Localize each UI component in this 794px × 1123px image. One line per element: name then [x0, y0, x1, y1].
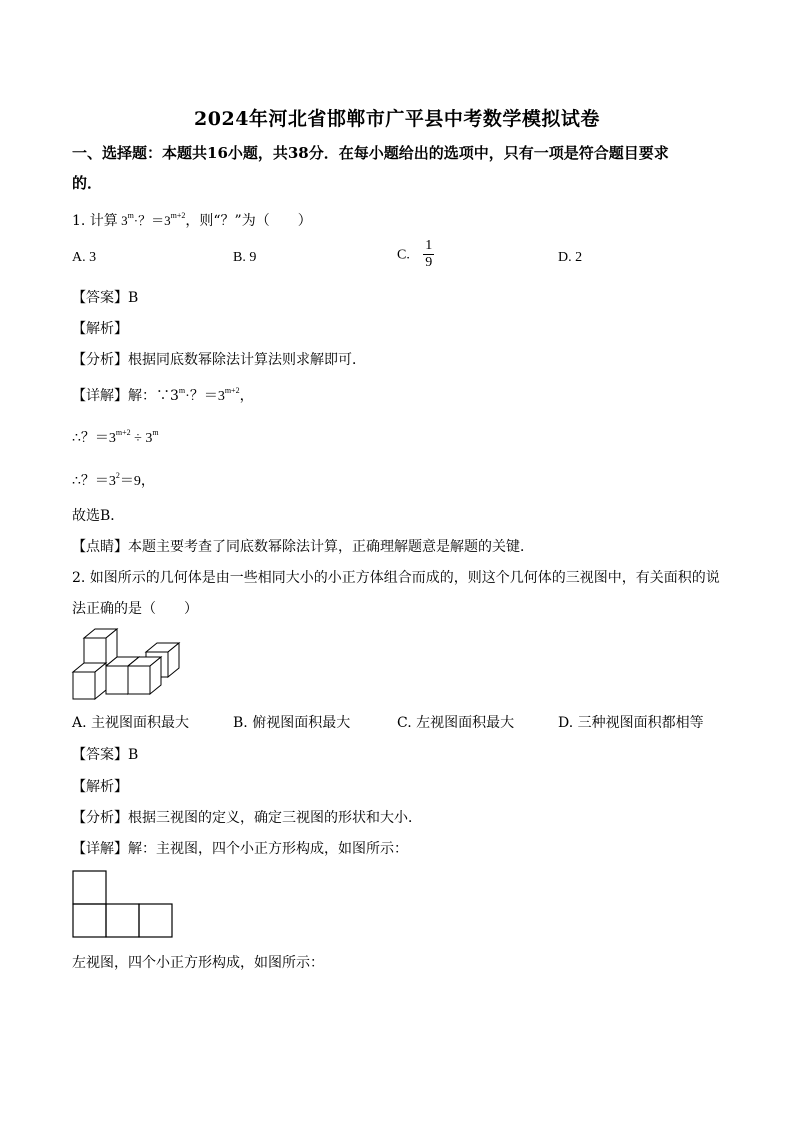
q2-answer: 【答案】B [72, 747, 139, 763]
q2-option-a: A. 主视图面积最大 [72, 715, 190, 731]
q1-option-c-label: C. [397, 247, 410, 263]
q1-fenxi: 【分析】根据同底数幂除法计算法则求解即可． [72, 352, 366, 368]
q2-option-b: B. 俯视图面积最大 [233, 715, 351, 731]
section-heading-cont: 的． [72, 174, 103, 192]
q1-xiangjie: 【详解】解：$\because 3^m\cdot$？$=3^{m+2}$， [72, 386, 254, 404]
q1-prefix: 1. 计算 [72, 213, 118, 229]
q1-step-result-prefix: ∴？＝3 [72, 474, 116, 489]
q1-xiangjie-prefix: 【详解】解：∵3 [72, 388, 179, 404]
q2-left-view: 左视图，四个小正方形构成，如图所示： [72, 955, 324, 971]
q2-stem-line1: 2. 如图所示的几何体是由一些相同大小的小正方体组合而成的，则这个几何体的三视图中，有关面积的说 [72, 570, 720, 586]
q1-step-result-tail: ＝9， [119, 474, 155, 489]
q1-option-d: D. 2 [558, 250, 583, 265]
q1-step-division: ∴？$=3^{m+2} \div 3^m$ [72, 428, 159, 446]
q2-xiangjie: 【详解】解：主视图，四个小正方形构成，如图所示： [72, 841, 408, 857]
q1-answer: 【答案】B [72, 290, 139, 306]
fraction-numerator: 1 [425, 238, 433, 253]
q1-option-a: A. 3 [72, 250, 97, 265]
q2-analysis-label: 【解析】 [72, 779, 128, 795]
q1-dianjing: 【点睛】本题主要考查了同底数幂除法计算，正确理解题意是解题的关键． [72, 539, 534, 555]
q1-option-b: B. 9 [233, 250, 257, 265]
q2-stem-line2: 法正确的是（ ） [72, 601, 198, 617]
section-heading: 一、选择题：本题共16小题，共38分．在每小题给出的选项中，只有一项是符合题目要求 [72, 144, 669, 162]
page-title: 2024年河北省邯郸市广平县中考数学模拟试卷 [194, 108, 600, 130]
q1-option-c [397, 238, 434, 271]
q1-stem: 1. 计算 $3^m\cdot$？$=3^{m+2}$，则“？”为（ ） [72, 211, 312, 229]
q1-analysis-label: 【解析】 [72, 321, 128, 337]
q2-option-d: D. 三种视图面积都相等 [558, 715, 704, 731]
q1-step-result: ∴？$=3^2=9$， [72, 471, 155, 489]
q2-option-c: C. 左视图面积最大 [397, 715, 515, 731]
front-view-figure [72, 870, 174, 938]
q1-choose: 故选B． [72, 508, 125, 524]
q1-option-c-fraction [423, 238, 434, 271]
q2-fenxi: 【分析】根据三视图的定义，确定三视图的形状和大小． [72, 810, 422, 826]
cube-solid-figure [70, 627, 185, 702]
fraction-denominator: 9 [425, 255, 433, 270]
